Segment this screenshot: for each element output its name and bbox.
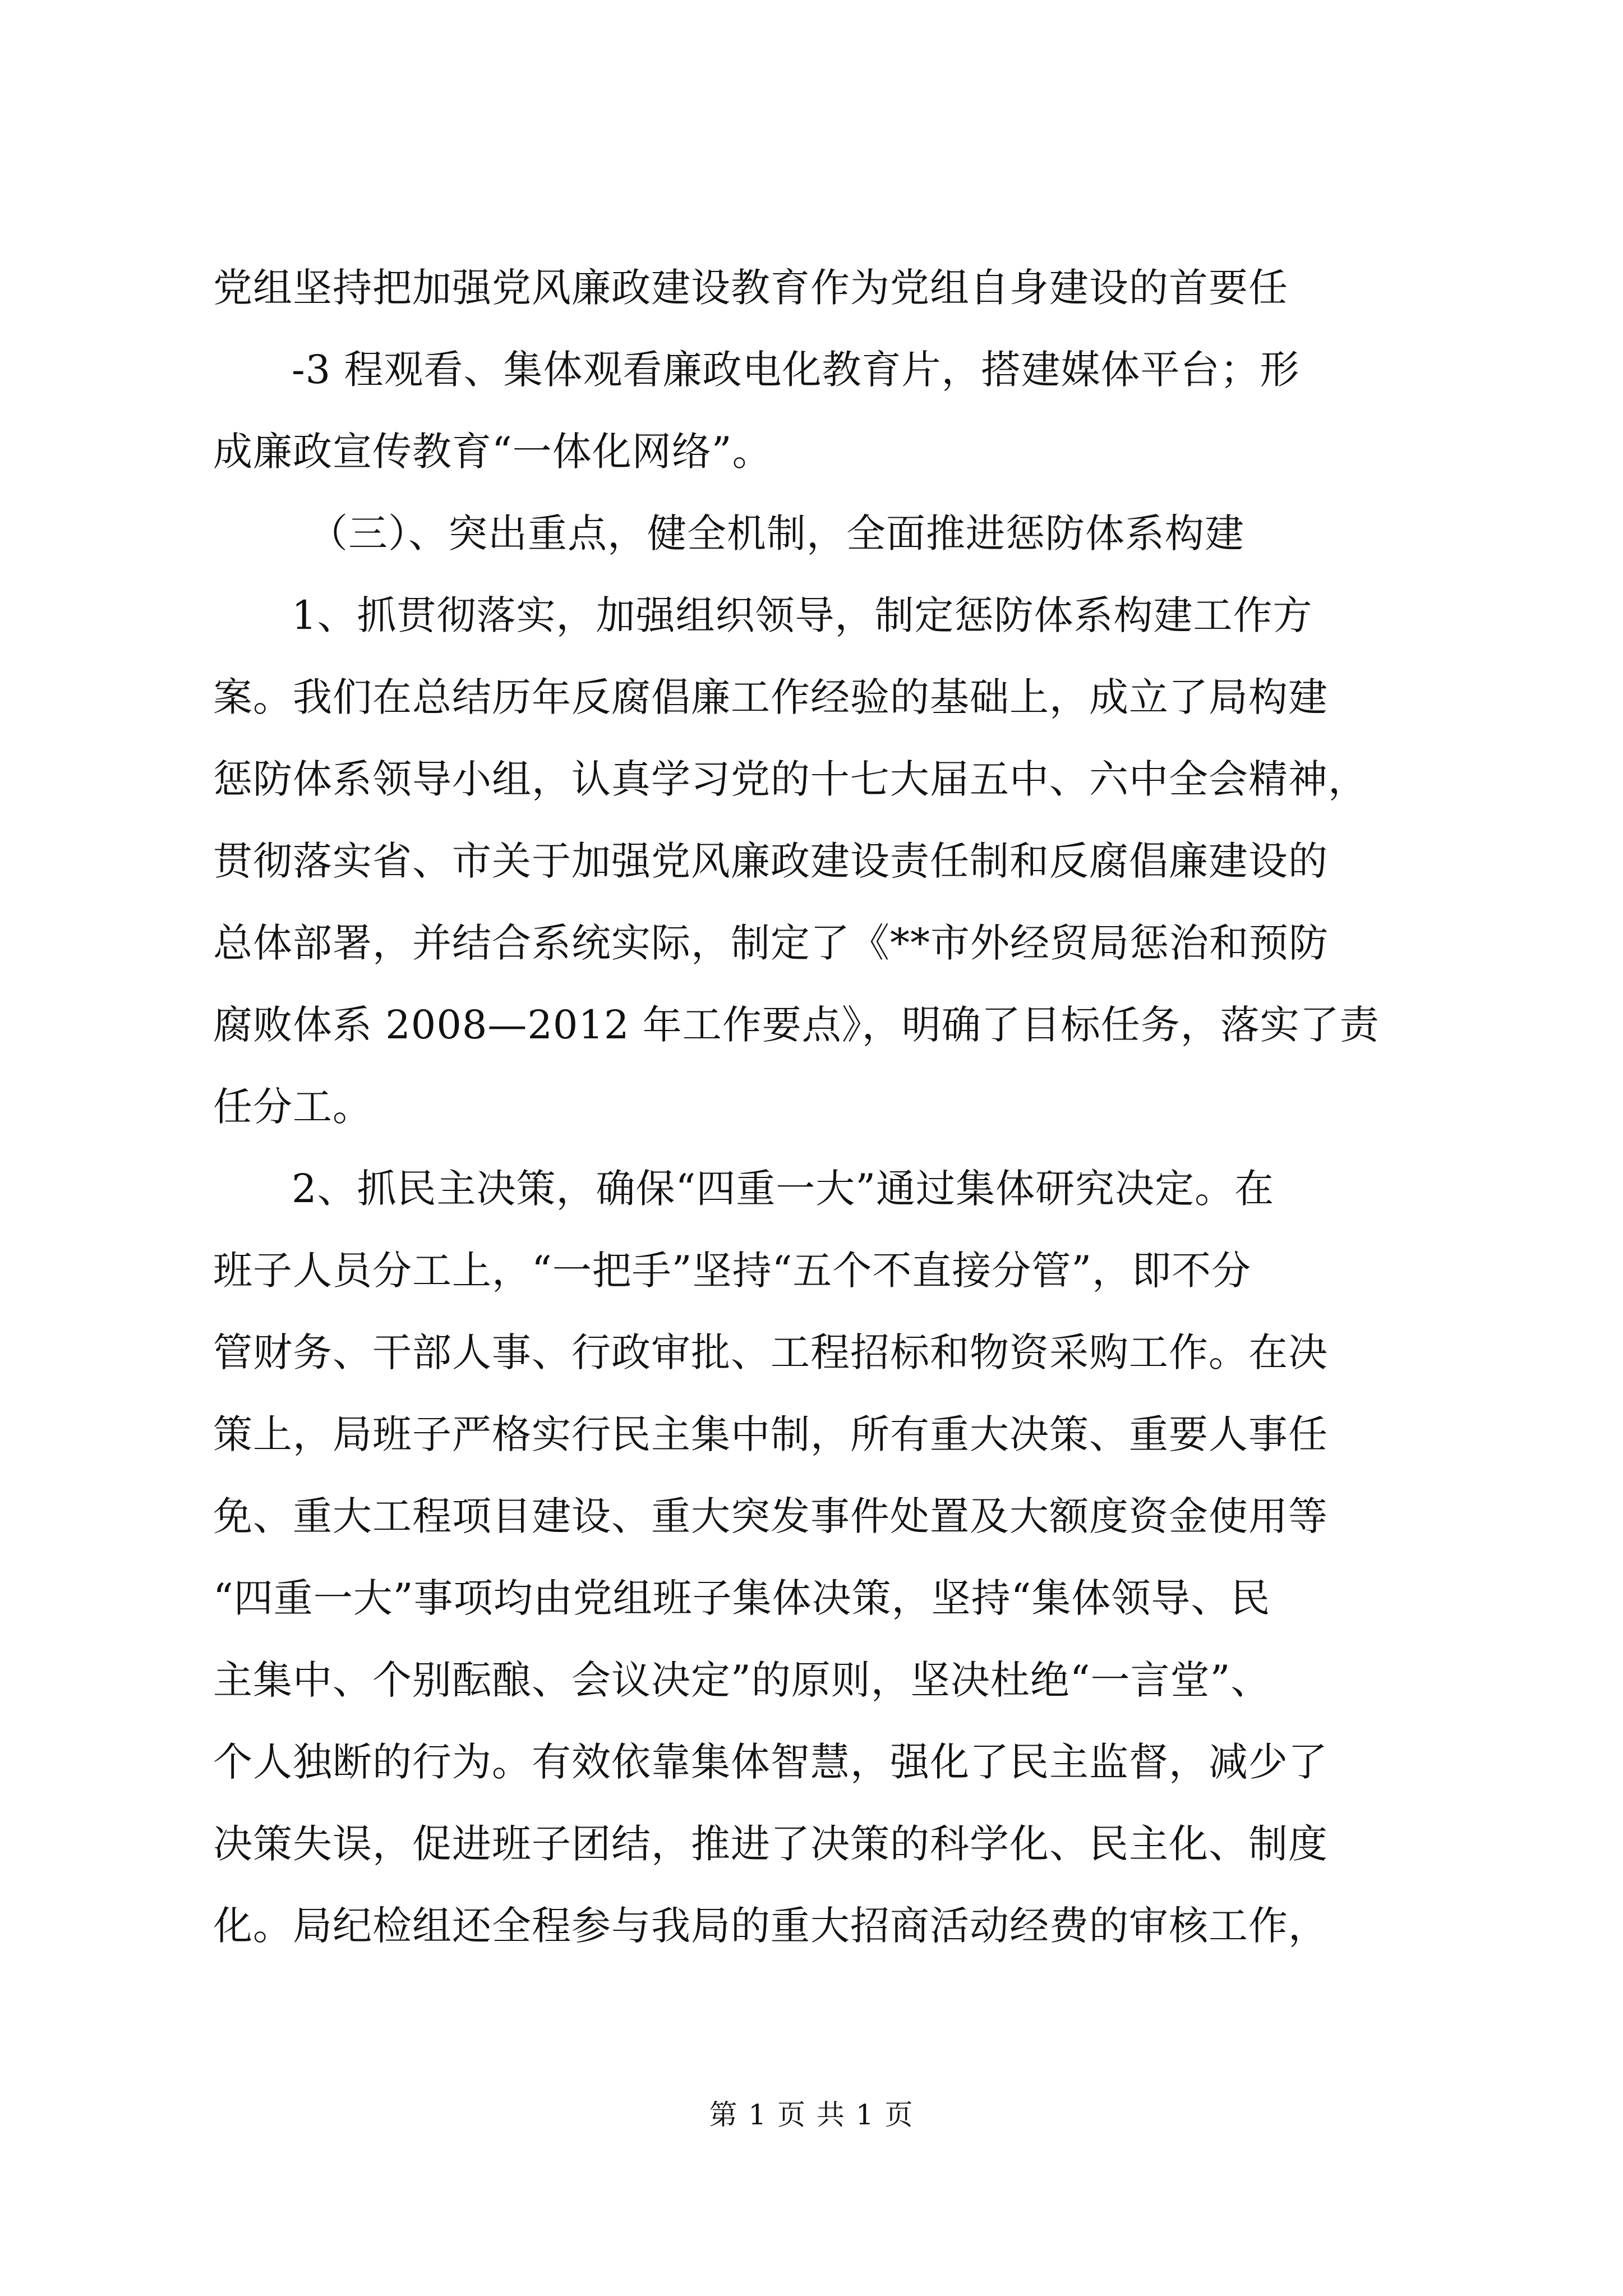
text-line: 策上，局班子严格实行民主集中制，所有重大决策、重要人事任	[213, 1411, 1328, 1457]
section-heading: （三）、突出重点，健全机制，全面推进惩防体系构建	[308, 510, 1244, 556]
text-line: 总体部署，并结合系统实际，制定了《**市外经贸局惩治和预防	[213, 920, 1329, 966]
text-line: “四重一大”事项均由党组班子集体决策，坚持“集体领导、民	[213, 1575, 1271, 1621]
text-line: 免、重大工程项目建设、重大突发事件处置及大额度资金使用等	[213, 1493, 1328, 1539]
page-footer: 第 1 页 共 1 页	[709, 2099, 914, 2131]
text-line: 主集中、个别酝酿、会议决定”的原则，坚决杜绝“一言堂”、	[213, 1657, 1271, 1703]
text-line: 管财务、干部人事、行政审批、工程招标和物资采购工作。在决	[213, 1329, 1328, 1375]
text-line: 任分工。	[213, 1084, 372, 1130]
text-line: -3 程观看、集体观看廉政电化教育片，搭建媒体平台；形	[292, 347, 1300, 393]
document-body	[213, 247, 1413, 1967]
text-line: 1、抓贯彻落实，加强组织领导，制定惩防体系构建工作方	[292, 592, 1313, 638]
text-line: 化。局纪检组还全程参与我局的重大招商活动经费的审核工作，	[213, 1903, 1328, 1949]
text-line: 腐败体系 2008—2012 年工作要点》，明确了目标任务，落实了责	[213, 1002, 1380, 1048]
text-line: 成廉政宣传教育“一体化网络”。	[213, 429, 772, 475]
text-line: 班子人员分工上，“一把手”坚持“五个不直接分管”，即不分	[213, 1248, 1252, 1294]
text-line: 案。我们在总结历年反腐倡廉工作经验的基础上，成立了局构建	[213, 674, 1328, 720]
text-line: 个人独断的行为。有效依靠集体智慧，强化了民主监督，减少了	[213, 1739, 1328, 1785]
text-line: 2、抓民主决策，确保“四重一大”通过集体研究决定。在	[292, 1166, 1275, 1212]
text-line: 决策失误，促进班子团结，推进了决策的科学化、民主化、制度	[213, 1821, 1328, 1867]
text-line: 党组坚持把加强党风廉政建设教育作为党组自身建设的首要任	[213, 265, 1288, 311]
text-line: 惩防体系领导小组，认真学习党的十七大届五中、六中全会精神，	[213, 756, 1368, 802]
text-line: 贯彻落实省、市关于加强党风廉政建设责任制和反腐倡廉建设的	[213, 838, 1328, 884]
